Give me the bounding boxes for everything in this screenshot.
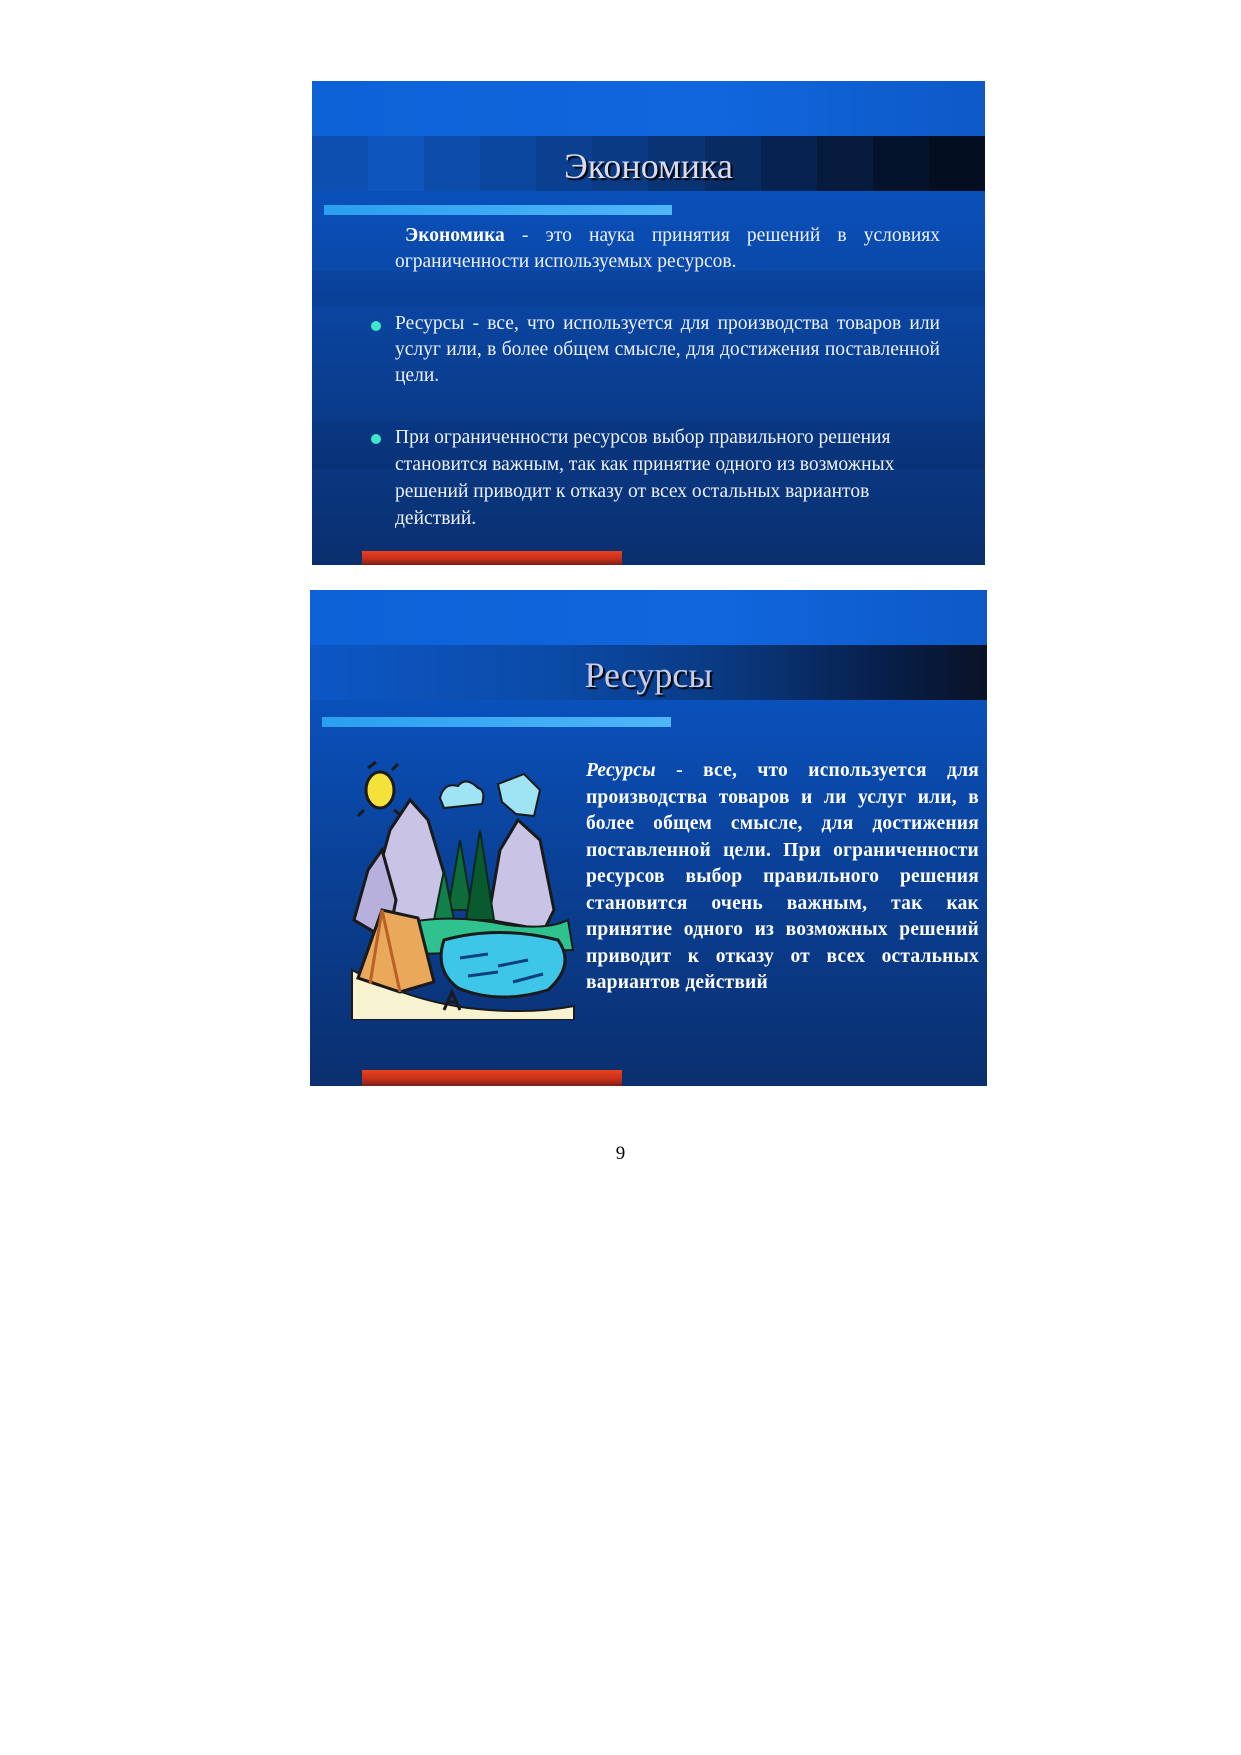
resources-term: Ресурсы	[586, 760, 656, 781]
definition-paragraph	[395, 223, 940, 275]
resources-text: - все, что используется для производства товаров и ли услуг или, в более общем смысле, для достижения поставленной цели. При ограниченности ресурсов выбор правильного решения становится очень важным, так как принятие одного из возможных решений приводит к отказу от всех остальных вариантов действий	[586, 760, 979, 993]
red-bar	[362, 1070, 622, 1086]
bullet-dot-icon	[371, 434, 381, 444]
definition-text: - это наука принятия решений в условиях ограниченности используемых ресурсов.	[395, 225, 940, 272]
bullet-item: Ресурсы - все, что используется для производства товаров или услуг или, в более общем смысле, для достижения поставленной цели.	[395, 313, 940, 386]
slide-economics	[312, 81, 985, 565]
slide-title: Экономика	[564, 146, 733, 186]
accent-line	[322, 717, 671, 727]
slide-resources	[310, 590, 987, 1086]
slide-top-band	[310, 590, 987, 645]
red-bar	[362, 551, 622, 565]
slide-top-band	[312, 81, 985, 136]
landscape-clipart-icon	[348, 760, 580, 1020]
definition-term: Экономика	[405, 225, 505, 246]
bullet-item: При ограниченности ресурсов выбор правильного решения становится важным, так как принятие одного из возможных решений приводит к отказу от всех остальных вариантов действий.	[395, 427, 895, 529]
resources-paragraph	[586, 758, 979, 997]
page-number: 9	[615, 1143, 626, 1164]
sun-icon	[358, 762, 402, 816]
bullet-dot-icon	[371, 321, 381, 331]
slide-title: Ресурсы	[584, 655, 713, 695]
accent-line	[324, 205, 672, 215]
